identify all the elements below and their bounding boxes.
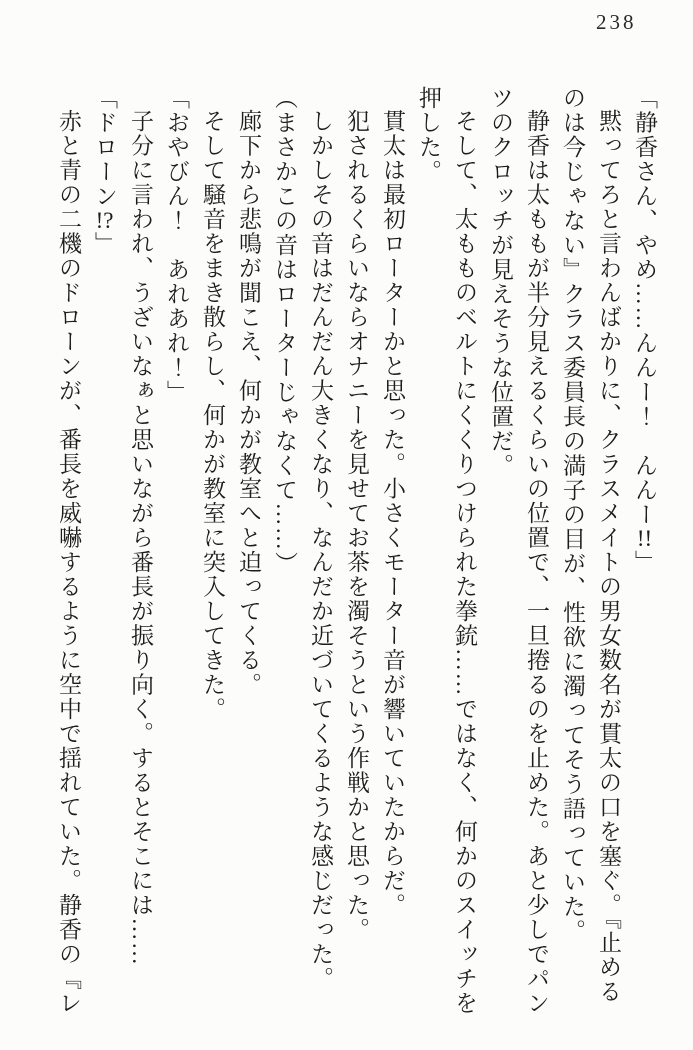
text-line: のは今じゃない』クラス委員長の満子の目が、性欲に濁ってそう語っていた。 (560, 86, 585, 944)
tate-chu-yoko: !? (95, 208, 114, 232)
text-line: 子分に言われ、うざいなぁと思いながら番長が振り向く。するとそこには…… (128, 109, 153, 967)
text-line: しかしその音はだんだん大きくなり、なんだか近づいてくるような感じだった。 (308, 109, 333, 991)
text-line: ツのクロッチが見えそうな位置だ。 (488, 86, 513, 478)
text-line: 「おやびん！ あれあれ！」 (164, 86, 189, 405)
page-number: 238 (596, 10, 637, 34)
text-line: 「静香さん、やめ……んんー！ んんー!!」 (632, 86, 657, 575)
tate-chu-yoko: !! (636, 527, 653, 550)
text-line: 黙ってろと言わんばかりに、クラスメイトの男女数名が貫太の口を塞ぐ。『止める (596, 109, 621, 1004)
text-line: （まさかこの音はローターじゃなくて……） (272, 86, 297, 576)
text-line: 廊下から悲鳴が聞こえ、何かが教室へと迫ってくる。 (236, 109, 261, 697)
text-line: 静香は太ももが半分見えるくらいの位置で、一旦捲るのを止めた。あと少しでパン (524, 109, 549, 1016)
text-line: 押した。 (416, 86, 441, 184)
text-line: そして、太もものベルトにくくりつけられた拳銃……ではなく、何かのスイッチを (452, 109, 477, 1016)
text-line: 犯されるくらいならオナニーを見せてお茶を濁そうという作戦かと思った。 (344, 109, 369, 942)
text-line: 「ドローン!?」 (92, 86, 117, 256)
text-line: 貫太は最初ローターかと思った。小さくモーター音が響いていたからだ。 (380, 109, 405, 918)
text-line: そして騒音をまき散らし、何かが教室に突入してきた。 (200, 109, 225, 722)
text-block (50, 86, 662, 1020)
text-line: 赤と青の二機のドローンが、番長を威嚇するように空中で揺れていた。静香の『レ (56, 109, 81, 1016)
